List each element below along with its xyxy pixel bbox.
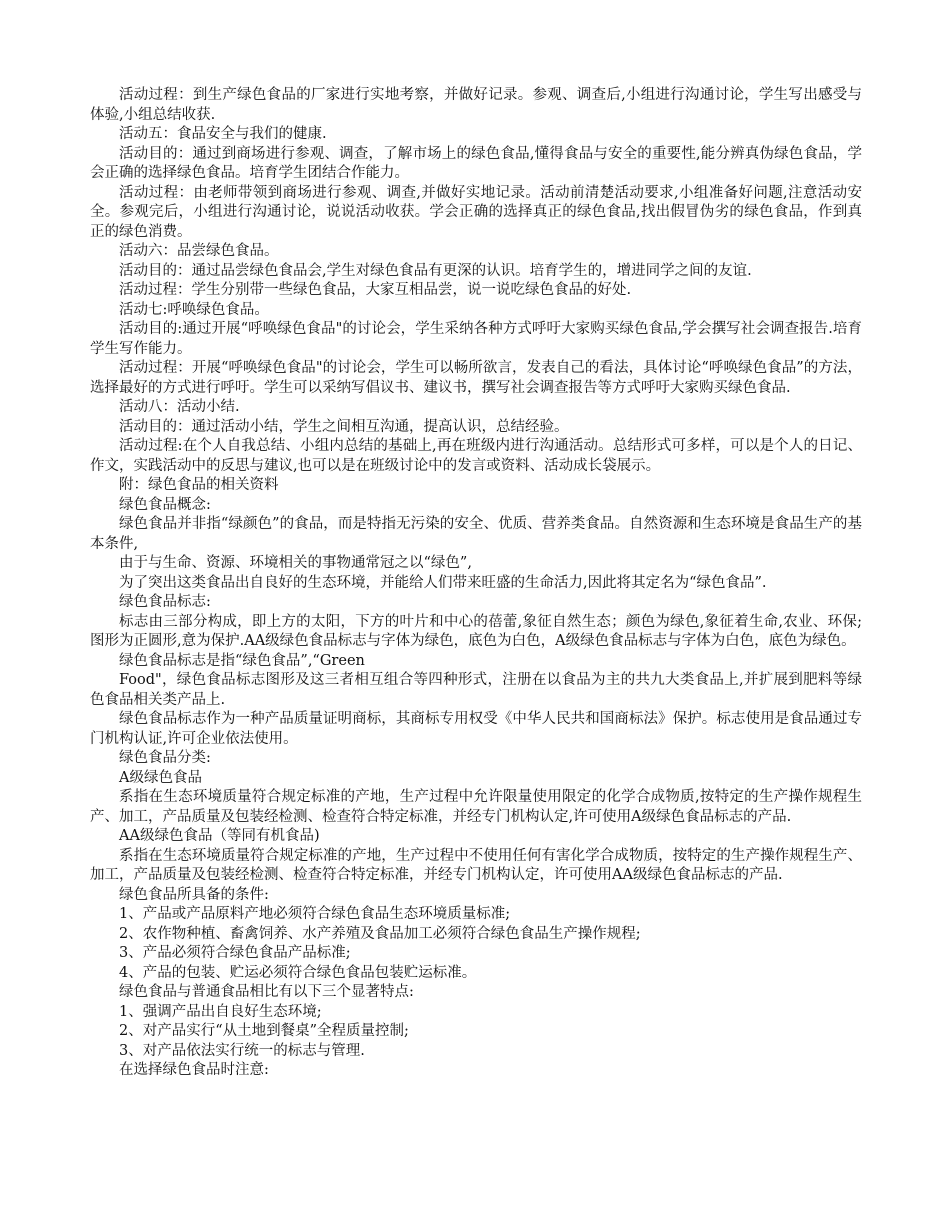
paragraph: 绿色食品并非指“绿颜色”的食品，而是特指无污染的安全、优质、营养类食品。自然资源和生态环境是食品生产的基本条件, [90,516,862,552]
paragraph: 2、对产品实行“从土地到餐桌”全程质量控制; [119,1023,409,1039]
paragraph: 3、对产品依法实行统一的标志与管理. [119,1042,365,1059]
paragraph: 活动八：活动小结. [119,399,240,415]
document-body [90,86,862,1081]
paragraph: 活动目的：通过到商场进行参观、调查，了解市场上的绿色食品,懂得食品与安全的重要性,能分辨真伪绿色食品，学会正确的选择绿色食品。培育学生团结合作能力。 [90,145,862,181]
paragraph: 绿色食品标志作为一种产品质量证明商标，其商标专用权受《中华人民共和国商标法》保护。标志使用是食品通过专门机构认证,许可企业依法使用。 [90,711,862,747]
paragraph: 活动六：品尝绿色食品。 [119,243,279,259]
paragraph: 1、产品或产品原料产地必须符合绿色食品生态环境质量标准; [119,906,511,922]
paragraph: 活动过程:在个人自我总结、小组内总结的基础上,再在班级内进行沟通活动。总结形式可多样，可以是个人的日记、作文，实践活动中的反思与建议,也可以是在班级讨论中的发言或资料、活动成长袋展示。 [90,438,862,474]
paragraph: 绿色食品分类: [119,750,211,766]
paragraph: 为了突出这类食品出自良好的生态环境，并能给人们带来旺盛的生命活力,因此将其定名为“绿色食品”. [119,574,767,591]
paragraph: 绿色食品与普通食品相比有以下三个显著特点: [119,984,414,1000]
paragraph: 活动过程：开展“呼唤绿色食品"的讨论会，学生可以畅所欲言，发表自己的看法，具体讨论“呼唤绿色食品”的方法，选择最好的方式进行呼吁。学生可以采纳写倡议书、建议书，撰写社会调查报告等方式呼吁大家购买绿色食品. [90,360,862,396]
paragraph: 由于与生命、资源、环境相关的事物通常冠之以“绿色”, [119,555,472,571]
paragraph: 活动过程：学生分别带一些绿色食品，大家互相品尝，说一说吃绿色食品的好处. [119,282,632,298]
paragraph: Food"，绿色食品标志图形及这三者相互组合等四种形式，注册在以食品为主的共九大类食品上,并扩展到肥料等绿色食品相关类产品上. [90,672,862,708]
paragraph: 系指在生态环境质量符合规定标准的产地，生产过程中允许限量使用限定的化学合成物质,按特定的生产操作规程生产、加工，产品质量及包装经检测、检查符合特定标准，并经专门机构认定,许可使用A级绿色食品标志的产品. [90,789,862,825]
paragraph: 绿色食品概念: [119,496,211,513]
paragraph: 1、强调产品出自良好生态环境; [119,1003,322,1020]
paragraph: 活动目的：通过品尝绿色食品会,学生对绿色食品有更深的认识。培育学生的，增进同学之间的友谊. [119,262,752,279]
paragraph: 附：绿色食品的相关资料 [119,477,279,493]
paragraph: 活动目的：通过活动小结，学生之间相互沟通，提高认识，总结经验。 [119,418,569,435]
paragraph: 2、农作物种植、畜禽饲养、水产养殖及食品加工必须符合绿色食品生产操作规程; [119,925,641,942]
paragraph: 在选择绿色食品时注意: [119,1062,269,1078]
paragraph: 活动过程：到生产绿色食品的厂家进行实地考察，并做好记录。参观、调查后,小组进行沟通讨论，学生写出感受与体验,小组总结收获. [90,87,862,123]
paragraph: 标志由三部分构成，即上方的太阳，下方的叶片和中心的蓓蕾,象征自然生态；颜色为绿色,象征着生命,农业、环保;图形为正圆形,意为保护.AA级绿色食品标志与字体为绿色，底色为白色，A级绿色食品标志与字体为白色，底色为绿色。 [90,613,862,649]
paragraph: 活动目的:通过开展“呼唤绿色食品"的讨论会，学生采纳各种方式呼吁大家购买绿色食品,学会撰写社会调查报告.培育学生写作能力。 [90,321,862,357]
paragraph: 3、产品必须符合绿色食品产品标准; [119,945,351,961]
paragraph: 活动五：食品安全与我们的健康. [119,126,327,142]
paragraph: 绿色食品所具备的条件: [119,886,269,903]
paragraph: 绿色食品标志: [119,594,211,610]
paragraph: AA级绿色食品（等同有机食品) [119,828,320,844]
paragraph: A级绿色食品 [119,769,202,786]
paragraph: 系指在生态环境质量符合规定标准的产地，生产过程中不使用任何有害化学合成物质，按特定的生产操作规程生产、加工，产品质量及包装经检测、检查符合特定标准，并经专门机构认定，许可使用AA级绿色食品标志的产品. [90,847,862,883]
paragraph: 活动过程：由老师带领到商场进行参观、调查,并做好实地记录。活动前清楚活动要求,小组准备好问题,注意活动安全。参观完后，小组进行沟通讨论，说说活动收获。学会正确的选择真正的绿色食品,找出假冒伪劣的绿色食品，作到真正的绿色消费。 [90,184,862,240]
paragraph: 绿色食品标志是指“绿色食品”,“Green [119,652,365,669]
paragraph: 4、产品的包装、贮运必须符合绿色食品包装贮运标准。 [119,964,477,981]
paragraph: 活动七:呼唤绿色食品。 [119,301,269,318]
